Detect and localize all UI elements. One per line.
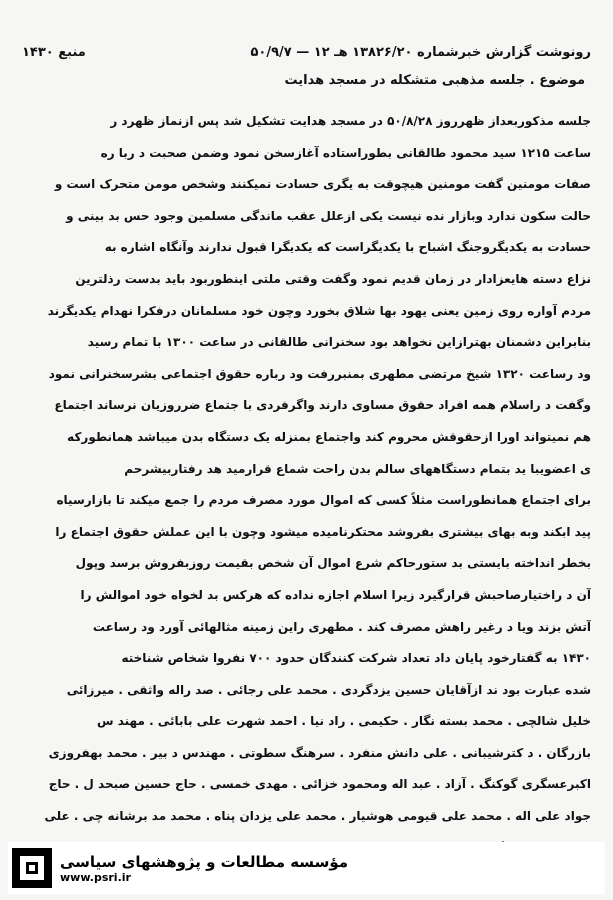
footer-text [60, 853, 348, 884]
text-line: وگفت د راسلام همه افراد حقوق مساوی دارند واگرفردی با جتماع ضرروزیان نرساند اجتماع [54, 398, 591, 413]
text-line: پید ابکند وبه بهای بیشتری بفروشد محتکرنامیده میشود وچون با این عملش حقوق اجتماع را [55, 524, 591, 539]
text-line: حالت سکون ندارد وبازار نده نیست یکی ازعلل عقب ماندگی مسلمین وجود حس بد بینی و [66, 208, 591, 223]
text-line: ساعت ۱۲۱۵ سید محمود طالقانی بطوراستاده آغازسخن نمود وضمن صحبت د ربا ره [100, 145, 591, 160]
document-header [22, 42, 591, 64]
website-url: www.psri.ir [60, 870, 131, 884]
text-line: ۱۴۳۰ به گفتارخود پایان داد تعداد شرکت کنندگان حدود ۷۰۰ نفروا شخاص شناخته [121, 651, 591, 666]
text-line: هم نمیتواند اورا ازحقوقش محروم کند واجتماع بمنزله یک دستگاه بدن میباشد همانطورکه [67, 429, 591, 444]
subject-line: موضوع . جلسه مذهبی متشکله در مسجد هدایت [284, 73, 585, 88]
text-line: برای اجتماع همانطوراست مثلاً کسی که اموال مورد مصرف مردم را جمع میکند تا بازارسیاه [56, 493, 591, 508]
text-line: جلسه مذکوربعداز ظهرروز ۵۰/۸/۲۸ در مسجد هدایت تشکیل شد پس ازنماز ظهرد ر [110, 114, 591, 128]
source-number: منبع ۱۴۳۰ [22, 45, 86, 60]
text-line: بنابراین دشمنان بهترازاین نخواهد بود سخنرانی طالقانی در ساعت ۱۳۰۰ با تمام رسید [87, 335, 591, 350]
psri-logo-icon [12, 848, 52, 888]
text-line: بازرگان . د کترشیبانی . علی دانش منفرد . سرهنگ سطوتی . مهندس د بیر . محمد بهفروزی [48, 745, 591, 760]
text-line: ود رساعت ۱۳۲۰ شیخ مرتضی مطهری بمنبررفت ود رباره حقوق اجتماعی بشرسخنرانی نمود [48, 366, 591, 381]
text-line: اکبرعسگری گوکنگ . آزاد . عبد اله ومحمود خزائی . مهدی خمسی . حاج حسین صبحد ل . حاج [48, 777, 591, 792]
watermark-footer [8, 842, 605, 894]
institute-name: مؤسسه مطالعات و پژوهشهای سیاسی [60, 852, 349, 871]
text-line: حسادت به یکدیگروجنگ اشباح با یکدیگراست که یکدیگرا قبول ندارند وآنگاه اشاره به [104, 240, 591, 255]
text-line: شده عبارت بود ند ازآقایان حسین یزدگردی . محمد علی رجائی . صد راله واثقی . میرزائی [66, 682, 591, 697]
text-line: آن د راختیارصاحبش قرارگیرد زیرا اسلام اجازه نداده که هرکس بد لخواه خود اموالش را [80, 587, 591, 602]
text-line: مردم آواره روی زمین یعنی یهود بها شلاق بخورد وچون خود مسلمانان درفکرا نهدام یکدیگرند [47, 303, 591, 318]
text-line: ی اعضویبا ید بتمام دستگاههای سالم بدن راحت شماع قرارمید هد رفتاربیشرحم [124, 461, 591, 476]
text-line: خلیل شالچی . محمد بسته نگار . حکیمی . راد نیا . احمد شهرت علی بابائی . مهند س [96, 714, 591, 729]
report-reference: رونوشت گزارش خبرشماره ۱۳۸۲۶/۲۰ هـ ۱۲ — ۵۰/۹/۷ [250, 45, 591, 60]
text-line: صفات مومنین گفت مومنین هیچوقت به یگری حسادت نمیکنند وشخص مومن متحرک است و [54, 177, 591, 192]
text-line: آتش بزند ویا د رغیر راهش مصرف کند . مطهری راین زمینه مثالهائی آورد ود رساعت [92, 619, 591, 634]
report-body [22, 106, 591, 864]
text-line: بخطر انداخته بایستی بد ستورحاکم شرع اموال آن شخص بقیمت روزبفروش برسد وپول [75, 556, 591, 571]
text-line: جواد علی اله . محمد علی قیومی هوشیار . محمد علی یزدان پناه . محمد مد برشانه چی . علی [44, 809, 591, 824]
text-line: نزاع دسته هایعزادار در زمان قدیم نمود وگفت وقتی ملتی اینطوربود باید بدست رذلترین [75, 271, 591, 286]
